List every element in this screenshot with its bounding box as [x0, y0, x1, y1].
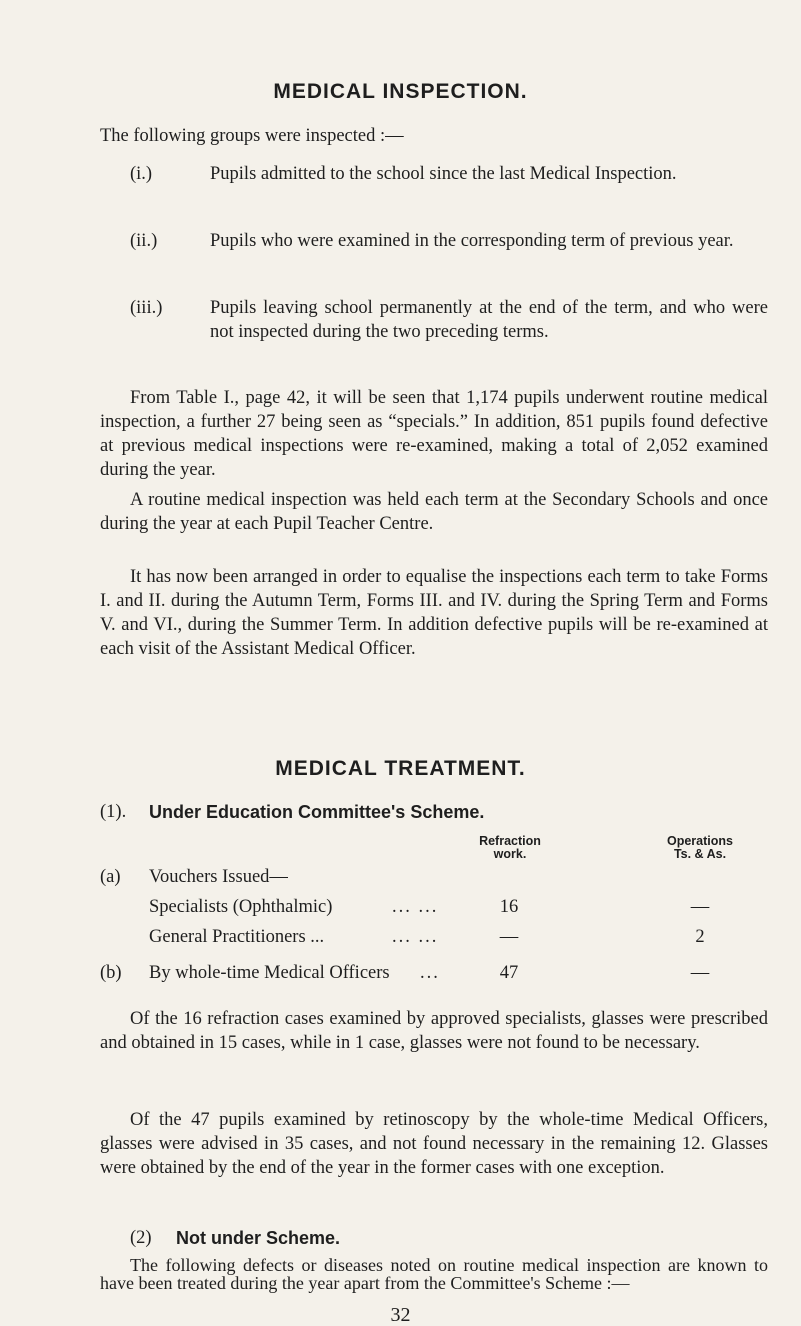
column-header-refraction-line2: work.: [493, 847, 527, 861]
row-a-label: (a): [100, 867, 121, 887]
group-2-text: Pupils who were examined in the corresponding term of previous year.: [210, 231, 734, 251]
scheme-1-number: (1).: [100, 802, 127, 822]
group-3-text: Pupils leaving school permanently at the end of the term, and who were not inspected during the two preceding terms.: [210, 298, 768, 342]
paragraph-arrangement: It has now been arranged in order to equalise the inspections each term to take Forms I. and II. during the Autumn Term, Forms III. and IV. during the Spring Term and Forms V. and VI., during the Summer Term. In addition defective pupils will be re-examined at each visit of the Assistant Medical Officer.: [100, 567, 768, 659]
column-header-refraction-line1: Refraction: [479, 834, 541, 848]
row-whole-time-refraction: 47: [499, 963, 519, 983]
row-specialists-refraction: 16: [499, 897, 519, 917]
heading-medical-inspection: MEDICAL INSPECTION.: [273, 80, 528, 103]
row-a-title: Vouchers Issued—: [149, 867, 288, 887]
column-header-refraction: [470, 835, 550, 861]
row-general-refraction: —: [499, 927, 519, 947]
column-header-operations: [640, 835, 760, 861]
scheme-2-title: Not under Scheme.: [176, 1228, 341, 1248]
paragraph-table-summary: From Table I., page 42, it will be seen that 1,174 pupils underwent routine medical inspection, a further 27 being seen as “specials.” In addition, 851 pupils found defective at previous medical inspections were re-examined, making a total of 2,052 examined during the year.: [100, 388, 768, 480]
row-general-leader: ... ...: [392, 927, 439, 947]
row-specialists-label: Specialists (Ophthalmic): [149, 897, 333, 917]
heading-medical-treatment: MEDICAL TREATMENT.: [275, 757, 526, 780]
row-general-operations: 2: [695, 927, 705, 947]
group-1-number: (i.): [130, 164, 153, 184]
intro-text: The following groups were inspected :—: [100, 126, 404, 146]
group-1-text: Pupils admitted to the school since the last Medical Inspection.: [210, 164, 677, 184]
scheme-2-number: (2): [130, 1228, 152, 1248]
column-header-operations-line2: Ts. & As.: [673, 847, 727, 861]
row-general-label: General Practitioners ...: [149, 927, 325, 947]
paragraph-retinoscopy: Of the 47 pupils examined by retinoscopy by the whole-time Medical Officers, glasses were advised in 35 cases, and not found necessary in the remaining 12. Glasses were obtained by the end of the year in the former cases with one exception.: [100, 1110, 768, 1178]
paragraph-defects: The following defects or diseases noted on routine medical inspection are known to have been treated during the year apart from the Committee's Scheme :—: [100, 1255, 768, 1293]
paragraph-secondary-schools: A routine medical inspection was held each term at the Secondary Schools and once during the year at each Pupil Teacher Centre.: [100, 490, 768, 534]
group-3-number: (iii.): [130, 298, 163, 318]
paragraph-refraction-cases: Of the 16 refraction cases examined by approved specialists, glasses were prescribed and obtained in 15 cases, while in 1 case, glasses were not found to be necessary.: [100, 1009, 768, 1053]
column-header-operations-line1: Operations: [667, 834, 733, 848]
row-whole-time-label: By whole-time Medical Officers: [149, 963, 390, 983]
group-2-number: (ii.): [130, 231, 158, 251]
row-whole-time-leader: ...: [420, 963, 440, 983]
row-b-label: (b): [100, 963, 122, 983]
page-number: 32: [390, 1304, 411, 1326]
row-whole-time-operations: —: [690, 963, 710, 983]
scheme-1-title: Under Education Committee's Scheme.: [149, 802, 485, 822]
row-specialists-operations: —: [690, 897, 710, 917]
row-specialists-leader: ... ...: [392, 897, 439, 917]
